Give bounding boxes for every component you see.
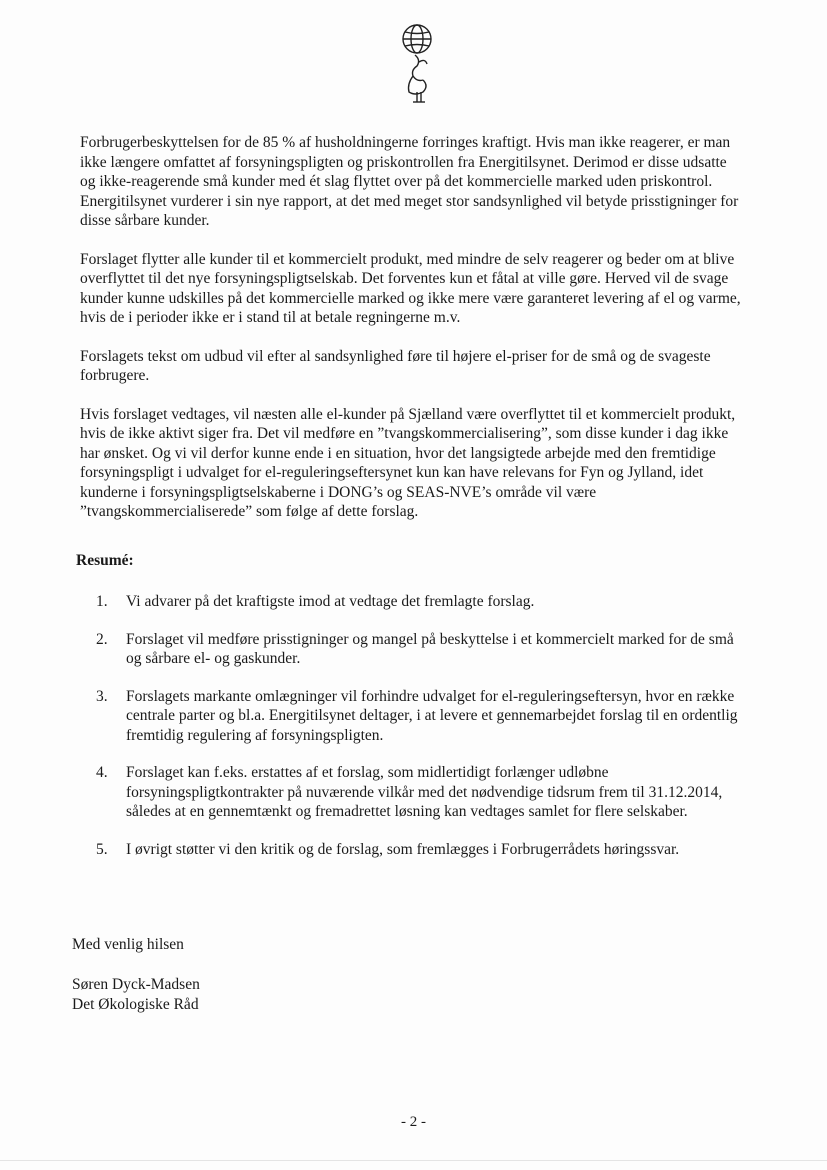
list-item xyxy=(96,840,746,860)
signature-name: Søren Dyck-Madsen xyxy=(72,976,200,993)
scan-edge-divider xyxy=(0,1160,827,1161)
signature-block xyxy=(72,975,200,1015)
list-item-number: 3. xyxy=(96,687,108,705)
list-item-text: Forslaget vil medføre prisstigninger og mangel på beskyttelse i et kommercielt marked for de små og sårbare el- og gaskunder. xyxy=(126,630,734,667)
list-item xyxy=(96,687,746,746)
paragraph-commercial-product: Forslaget flytter alle kunder til et kommercielt produkt, med mindre de selv reagerer og beder om at blive overflyttet til det nye forsyningspligtselskab. Det forventes kun et fåtal at ville gøre. Herved vil de svage kunder kunne udskilles på det kommercielle marked og ikke mere være garanteret levering af el og varme, hvis de i perioder ikke er i stand til at betale regningerne m.v. xyxy=(80,250,741,326)
list-item xyxy=(96,630,746,669)
paragraph-tender-text: Forslagets tekst om udbud vil efter al sandsynlighed føre til højere el-priser for de små og de svageste forbrugere. xyxy=(80,347,711,384)
list-item-text: I øvrigt støtter vi den kritik og de forslag, som fremlægges i Forbrugerrådets høringssvar. xyxy=(126,840,680,858)
list-item-number: 4. xyxy=(96,764,108,781)
list-item-number: 5. xyxy=(96,840,108,858)
list-item-number: 2. xyxy=(96,630,108,648)
list-item xyxy=(96,763,746,822)
body-text xyxy=(80,133,745,541)
list-item-text: Vi advarer på det kraftigste imod at vedtage det fremlagte forslag. xyxy=(126,593,535,610)
resume-list xyxy=(96,592,746,877)
list-item-text: Forslagets markante omlægninger vil forhindre udvalget for el-reguleringseftersyn, hvor en række centrale parter og bl.a. Energitilsynet deltager, i at levere et gennemarbejdet forslag til en ordentlig fremtidig regulering af forsyningspligten. xyxy=(126,687,738,744)
list-item-number: 1. xyxy=(96,593,108,610)
list-item xyxy=(96,592,746,612)
resume-heading: Resumé: xyxy=(76,552,134,569)
list-item-text: Forslaget kan f.eks. erstattes af et forslag, som midlertidigt forlænger udløbne forsyningspligtkontrakter på nuværende vilkår med det nødvendige tidsrum frem til 31.12.2014, således at en gennemtænkt og fremadrettet løsning kan vedtages samlet for flere selskaber. xyxy=(126,764,723,820)
globe-bird-logo-icon xyxy=(393,22,441,104)
paragraph-consumer-protection: Forbrugerbeskyttelsen for de 85 % af husholdningerne forringes kraftigt. Hvis man ikke reagerer, er man ikke længere omfattet af forsyningspligten og priskontrollen fra Energitilsynet. Derimod er disse udsatte og ikke-reagerende små kunder med ét slag flyttet over på det kommercielle marked uden priskontrol. Energitilsynet vurderer i sin nye rapport, at det med meget stor sandsynlighed vil betyde prisstigninger for disse sårbare kunder. xyxy=(80,134,739,229)
paragraph-forced-commercialisation: Hvis forslaget vedtages, vil næsten alle el-kunder på Sjælland være overflyttet til et kommercielt produkt, hvis de ikke aktivt siger fra. Det vil medføre en ”tvangskommercialisering”, som disse kunder i dag ikke har ønsket. Og vi vil derfor kunne ende i en situation, hvor det langsigtede arbejde med den fremtidige forsyningspligt i udvalget for el-reguleringseftersynet kun kan have relevans for Fyn og Jylland, idet kunderne i forsyningspligtselskaberne i DONG’s og SEAS-NVE’s område vil være ”tvangskommercialiserede” som følge af dette forslag. xyxy=(80,405,736,520)
page-number: - 2 - xyxy=(401,1114,426,1130)
closing-greeting: Med venlig hilsen xyxy=(72,936,184,953)
signature-organisation: Det Økologiske Råd xyxy=(72,996,199,1013)
